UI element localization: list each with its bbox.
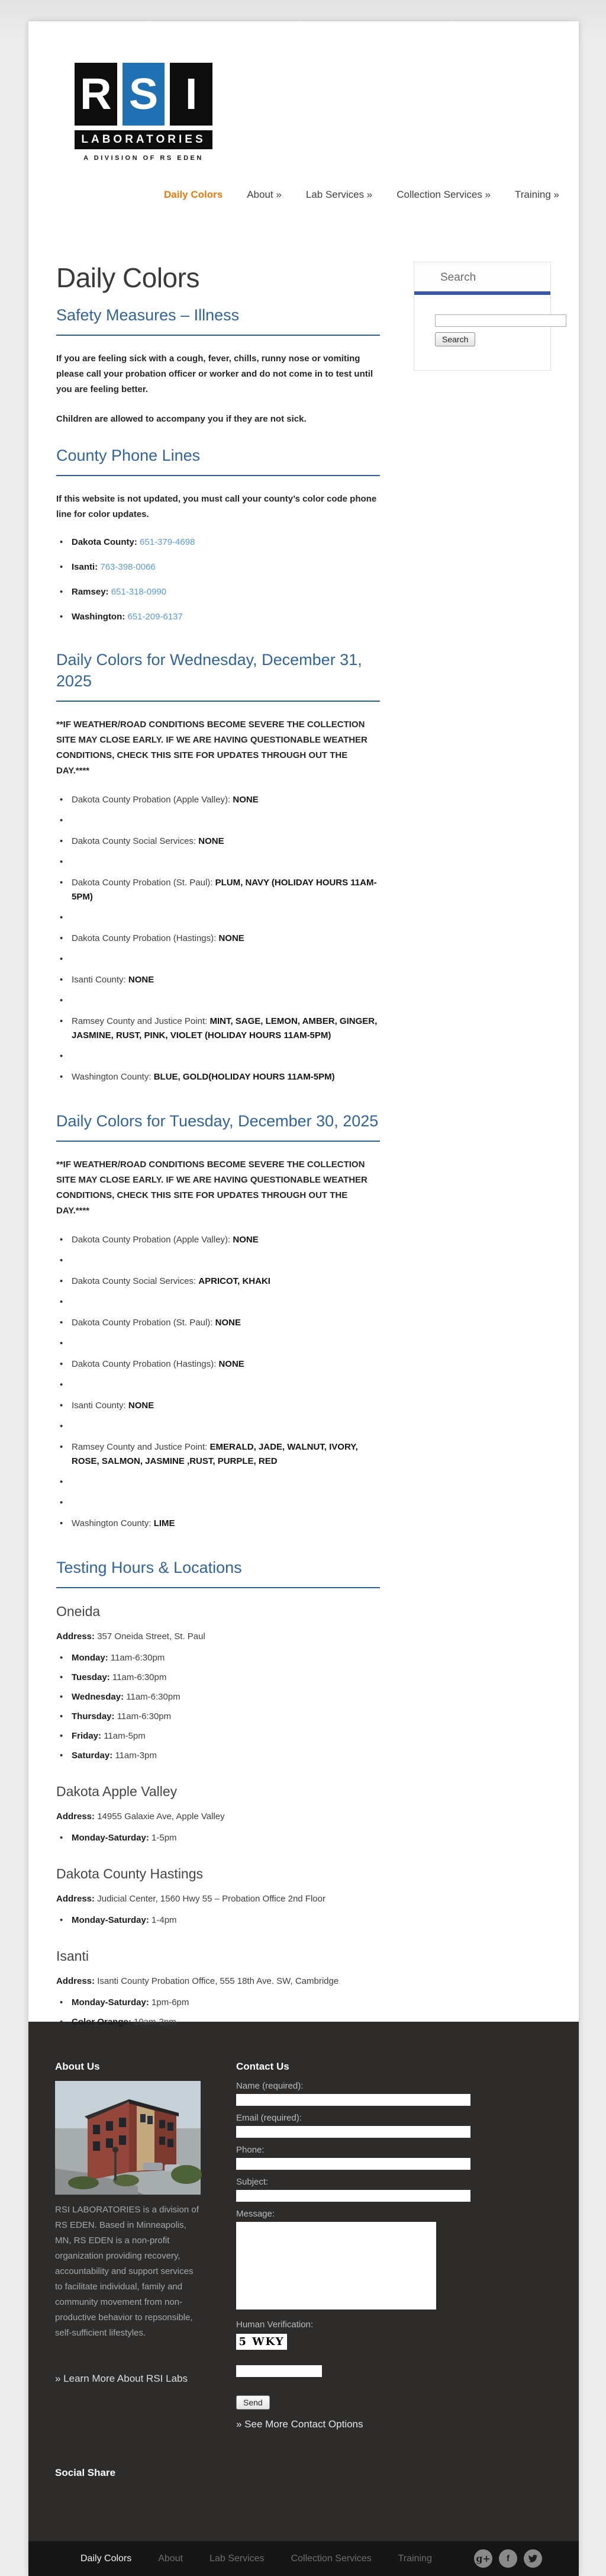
footer-contact-column — [236, 2061, 473, 2430]
footer-about-column — [55, 2061, 203, 2430]
day-label: Saturday: — [72, 1750, 113, 1761]
social-icons — [474, 2549, 542, 2568]
bottom-nav-collection-services[interactable]: Collection Services — [291, 2553, 372, 2564]
color-item — [56, 994, 380, 1008]
address-label: Address: — [56, 1811, 95, 1822]
location-address — [56, 1810, 380, 1823]
color-item — [56, 1399, 380, 1413]
county-label: Dakota County: — [72, 537, 137, 547]
location-name: Isanti — [56, 1948, 89, 1964]
color-item — [56, 1049, 380, 1064]
search-widget-title: Search — [414, 262, 550, 291]
time-value: 10am-2pm — [134, 2017, 176, 2027]
county-label: Ramsey: — [72, 587, 109, 597]
location-name: Oneida — [56, 1604, 101, 1619]
hours-item — [56, 2016, 380, 2029]
color-item — [56, 1254, 380, 1268]
about-us-title: About Us — [55, 2061, 100, 2072]
address-label: Address: — [56, 1894, 95, 1904]
color-value: NONE — [128, 1401, 154, 1411]
phone-line-item — [56, 611, 380, 623]
hours-item — [56, 1710, 380, 1723]
phone-lines-intro: If this website is not updated, you must call your county’s color code phone line for color updates. — [56, 494, 377, 519]
address-label: Address: — [56, 1631, 95, 1642]
phone-link[interactable]: 763-398-0066 — [100, 562, 156, 572]
color-item — [56, 1295, 380, 1309]
color-item — [56, 1274, 380, 1289]
captcha-field[interactable] — [236, 2365, 322, 2377]
daily-colors-list — [56, 793, 380, 1084]
location-name: Dakota Apple Valley — [56, 1784, 178, 1799]
time-value: 11am-6:30pm — [126, 1692, 180, 1702]
logo-tagline: A DIVISION OF RS EDEN — [83, 155, 204, 162]
color-location: Dakota County Probation (St. Paul): — [72, 1318, 213, 1328]
message-field[interactable] — [236, 2222, 436, 2310]
time-value: 1-4pm — [152, 1915, 177, 1925]
time-value: 11am-5pm — [104, 1731, 146, 1741]
send-button[interactable]: Send — [236, 2395, 270, 2410]
hours-item — [56, 1749, 380, 1762]
color-item — [56, 1440, 380, 1469]
logo-letter-i: I — [170, 63, 212, 126]
phone-link[interactable]: 651-209-6137 — [127, 612, 183, 622]
color-item — [56, 1233, 380, 1247]
color-item — [56, 952, 380, 966]
color-item — [56, 814, 380, 828]
color-item — [56, 1014, 380, 1043]
color-item — [56, 793, 380, 807]
color-value: APRICOT, KHAKI — [198, 1276, 270, 1286]
day-label: Monday-Saturday: — [72, 1833, 149, 1843]
name-field[interactable] — [236, 2094, 470, 2106]
color-location: Dakota County Probation (Apple Valley): — [72, 795, 231, 805]
hours-list — [56, 1914, 380, 1927]
color-item — [56, 1357, 380, 1371]
color-value: NONE — [233, 1235, 259, 1245]
county-label: Washington: — [72, 612, 125, 622]
time-value: 1-5pm — [152, 1833, 177, 1843]
color-value: NONE — [128, 975, 154, 985]
hours-list — [56, 1996, 380, 2029]
color-location: Dakota County Probation (Hastings): — [72, 933, 217, 943]
main-navigation — [75, 189, 579, 201]
rsi-logo — [75, 63, 212, 162]
nav-lab-services[interactable]: Lab Services » — [305, 189, 373, 200]
time-value: 11am-6:30pm — [117, 1711, 172, 1721]
site-footer — [28, 2022, 579, 2541]
color-location: Washington County: — [72, 1518, 152, 1528]
about-us-text: RSI LABORATORIES is a division of RS EDEN. Based in Minneapolis, MN, RS EDEN is a non-profit organization providing recovery, accountability and support services to facilitate individual, family and community movement from non-productive behavior to repsonsible, self-sufficient lifestyles. — [55, 2205, 199, 2338]
color-item — [56, 973, 380, 987]
phone-field[interactable] — [236, 2158, 470, 2170]
hours-item — [56, 1996, 380, 2009]
message-label: Message: — [236, 2209, 275, 2219]
twitter-icon[interactable] — [524, 2549, 542, 2568]
phone-line-item — [56, 561, 380, 573]
human-verification-label: Human Verification: — [236, 2320, 314, 2330]
address-value: 357 Oneida Street, St. Paul — [97, 1631, 205, 1642]
learn-more-link[interactable]: » Learn More About RSI Labs — [55, 2373, 188, 2384]
color-item — [56, 1475, 380, 1489]
contact-form — [236, 2081, 473, 2410]
name-label: Name (required): — [236, 2081, 304, 2091]
address-value: 14955 Galaxie Ave, Apple Valley — [97, 1811, 225, 1822]
nav-daily-colors[interactable]: Daily Colors — [164, 189, 223, 200]
logo-letter-r: R — [75, 63, 117, 126]
subject-label: Subject: — [236, 2177, 269, 2187]
sidebar — [414, 262, 551, 2022]
rsi-logo-blocks — [75, 63, 212, 126]
color-location: Dakota County Social Services: — [72, 1276, 196, 1286]
color-location: Dakota County Probation (St. Paul): — [72, 878, 213, 888]
phone-line-item — [56, 586, 380, 598]
bottom-nav-about[interactable]: About — [158, 2553, 183, 2564]
day-label: Monday-Saturday: — [72, 1915, 149, 1925]
safety-paragraph-2: Children are allowed to accompany you if they are not sick. — [56, 414, 307, 424]
time-value: 11am-6:30pm — [110, 1653, 165, 1663]
color-item — [56, 1316, 380, 1330]
logo-letter-s: S — [123, 63, 165, 126]
page-title: Daily Colors — [56, 262, 199, 293]
contact-us-title: Contact Us — [236, 2061, 289, 2072]
color-value: EMERALD, JADE, WALNUT, IVORY, ROSE, SALMON, JASMINE ,RUST, PURPLE, RED — [72, 1442, 358, 1466]
address-value: Judicial Center, 1560 Hwy 55 – Probation Office 2nd Floor — [97, 1894, 325, 1904]
time-value: 11am-6:30pm — [112, 1672, 167, 1682]
safety-paragraph-1: If you are feeling sick with a cough, fever, chills, runny nose or vomiting please call your probation officer or worker and do not come in to test until you are feeling better. — [56, 354, 373, 394]
color-location: Dakota County Social Services: — [72, 836, 196, 846]
bottom-bar — [28, 2541, 579, 2576]
color-value: NONE — [218, 1359, 244, 1369]
day-label: Color Orange: — [72, 2017, 131, 2027]
color-value: NONE — [215, 1318, 241, 1328]
color-value: NONE — [218, 933, 244, 943]
phone-label: Phone: — [236, 2145, 265, 2155]
hours-item — [56, 1914, 380, 1927]
color-value: MINT, SAGE, LEMON, AMBER, GINGER, JASMINE, RUST, PINK, VIOLET (HOLIDAY HOURS 11AM-5PM) — [72, 1016, 378, 1040]
search-widget — [414, 262, 551, 371]
phone-line-item — [56, 537, 380, 548]
captcha-image: 5 WKY — [236, 2334, 287, 2350]
bottom-nav-lab-services[interactable]: Lab Services — [209, 2553, 265, 2564]
nav-about[interactable]: About » — [247, 189, 282, 200]
color-location: Ramsey County and Justice Point: — [72, 1442, 208, 1452]
color-value: BLUE, GOLD(HOLIDAY HOURS 11AM-5PM) — [153, 1072, 335, 1082]
social-share-title: Social Share — [55, 2467, 116, 2478]
bottom-nav-training[interactable]: Training — [398, 2553, 432, 2564]
color-location: Isanti County: — [72, 975, 126, 985]
section-title-phone-lines: County Phone Lines — [56, 445, 380, 476]
color-item — [56, 932, 380, 946]
color-value: LIME — [153, 1518, 175, 1528]
twitter-bird-icon — [528, 2553, 538, 2564]
section-title-safety: Safety Measures – Illness — [56, 304, 380, 336]
location-address — [56, 1975, 380, 1988]
email-label: Email (required): — [236, 2113, 302, 2123]
color-item — [56, 1378, 380, 1392]
color-item — [56, 1419, 380, 1434]
day-section-title: Daily Colors for Wednesday, December 31, 2025 — [56, 649, 380, 702]
nav-training[interactable]: Training » — [515, 189, 559, 200]
day-label: Thursday: — [72, 1711, 115, 1721]
color-item — [56, 1070, 380, 1084]
subject-field[interactable] — [236, 2190, 470, 2202]
nav-collection-services[interactable]: Collection Services » — [397, 189, 491, 200]
day-label: Monday-Saturday: — [72, 1997, 149, 2008]
section-title-testing: Testing Hours & Locations — [56, 1557, 380, 1588]
hours-item — [56, 1652, 380, 1665]
color-location: Isanti County: — [72, 1401, 126, 1411]
color-location: Washington County: — [72, 1072, 152, 1082]
color-item — [56, 1517, 380, 1531]
hours-list — [56, 1832, 380, 1845]
day-label: Monday: — [72, 1653, 108, 1663]
color-item — [56, 876, 380, 904]
day-section-title: Daily Colors for Tuesday, December 30, 2025 — [56, 1110, 380, 1142]
search-input[interactable] — [435, 314, 566, 327]
location-address — [56, 1893, 380, 1906]
color-item — [56, 855, 380, 869]
day-label: Tuesday: — [72, 1672, 110, 1682]
search-button[interactable]: Search — [435, 332, 475, 346]
color-item — [56, 1496, 380, 1510]
color-location: Dakota County Probation (Apple Valley): — [72, 1235, 231, 1245]
day-label: Friday: — [72, 1731, 102, 1741]
weather-warning: **IF WEATHER/ROAD CONDITIONS BECOME SEVERE THE COLLECTION SITE MAY CLOSE EARLY. IF WE ARE HAVING QUESTIONABLE WEATHER CONDITIONS, CHECK THIS SITE FOR UPDATES THROUGH OUT THE DAY.**** — [56, 720, 368, 776]
address-value: Isanti County Probation Office, 555 18th Ave. SW, Cambridge — [97, 1976, 339, 1986]
phone-link[interactable]: 651-379-4698 — [140, 537, 195, 547]
color-value: PLUM, NAVY (HOLIDAY HOURS 11AM-5PM) — [72, 878, 377, 902]
facebook-icon[interactable]: f — [499, 2549, 517, 2568]
hours-item — [56, 1730, 380, 1743]
time-value: 1pm-6pm — [152, 1997, 189, 2008]
phone-line-list — [56, 537, 380, 623]
day-label: Wednesday: — [72, 1692, 124, 1702]
time-value: 11am-3pm — [115, 1750, 157, 1761]
weather-warning: **IF WEATHER/ROAD CONDITIONS BECOME SEVERE THE COLLECTION SITE MAY CLOSE EARLY. IF WE ARE HAVING QUESTIONABLE WEATHER CONDITIONS, CHECK THIS SITE FOR UPDATES THROUGH OUT THE DAY.**** — [56, 1159, 368, 1216]
building-photo — [55, 2081, 201, 2195]
search-widget-body — [414, 295, 550, 370]
see-more-contact-link[interactable]: » See More Contact Options — [236, 2418, 363, 2430]
phone-link[interactable]: 651-318-0990 — [111, 587, 167, 597]
color-item — [56, 1337, 380, 1351]
content-area — [28, 205, 579, 2027]
hours-item — [56, 1691, 380, 1704]
location-address — [56, 1630, 380, 1643]
hours-item — [56, 1832, 380, 1845]
footer-columns — [55, 2061, 552, 2430]
google-plus-icon[interactable]: g+ — [474, 2549, 492, 2568]
main-column — [56, 262, 380, 2027]
county-label: Isanti: — [72, 562, 98, 572]
content-sheet — [28, 21, 579, 2576]
address-label: Address: — [56, 1976, 95, 1986]
color-value: NONE — [198, 836, 224, 846]
color-item — [56, 834, 380, 849]
color-location: Dakota County Probation (Hastings): — [72, 1359, 217, 1369]
hours-item — [56, 1671, 380, 1684]
email-field[interactable] — [236, 2126, 470, 2138]
bottom-navigation — [80, 2553, 432, 2564]
color-location: Ramsey County and Justice Point: — [72, 1016, 208, 1026]
daily-colors-list — [56, 1233, 380, 1531]
logo-laboratories-bar: LABORATORIES — [75, 130, 212, 149]
color-item — [56, 911, 380, 925]
site-header — [28, 21, 579, 205]
location-name: Dakota County Hastings — [56, 1866, 204, 1881]
bottom-nav-daily-colors[interactable]: Daily Colors — [80, 2553, 132, 2564]
color-value: NONE — [233, 795, 259, 805]
hours-list — [56, 1652, 380, 1762]
